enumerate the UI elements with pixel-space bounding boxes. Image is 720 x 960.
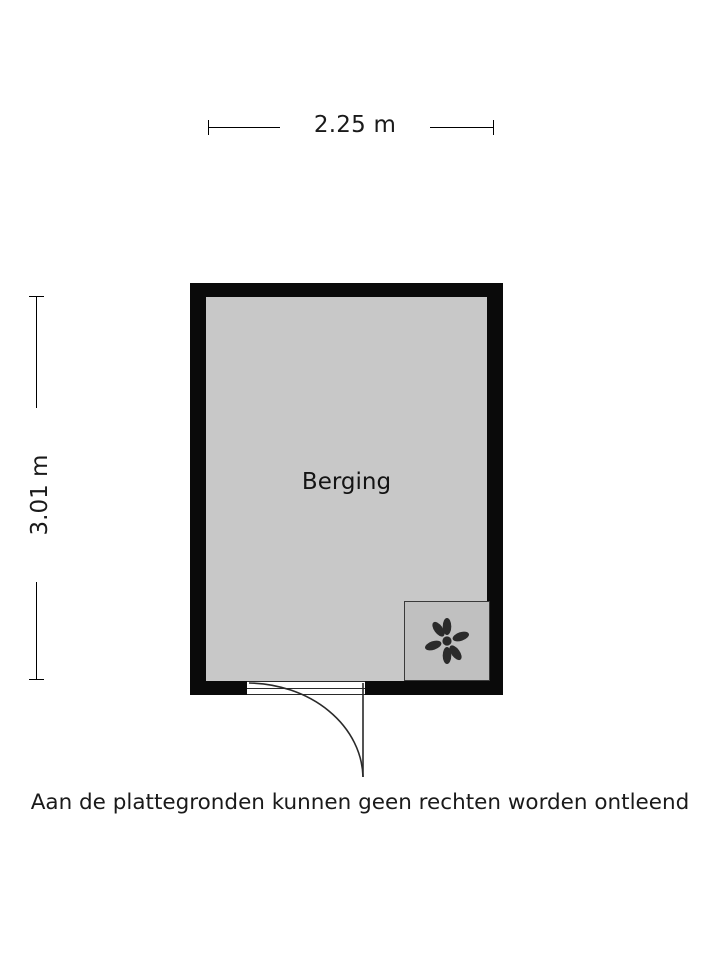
height-dimension-cap-bottom — [29, 679, 44, 680]
width-dimension-label: 2.25 m — [280, 112, 430, 138]
appliance-box — [404, 601, 490, 681]
fan-star-icon — [424, 618, 470, 664]
disclaimer-text: Aan de plattegronden kunnen geen rechten worden ontleend — [30, 790, 690, 815]
height-dimension-label: 3.01 m — [25, 408, 55, 582]
room-label: Berging — [301, 469, 392, 495]
door-swing-icon — [247, 681, 365, 779]
width-dimension-cap-left — [208, 120, 209, 135]
width-dimension-cap-right — [493, 120, 494, 135]
height-dimension-cap-top — [29, 296, 44, 297]
